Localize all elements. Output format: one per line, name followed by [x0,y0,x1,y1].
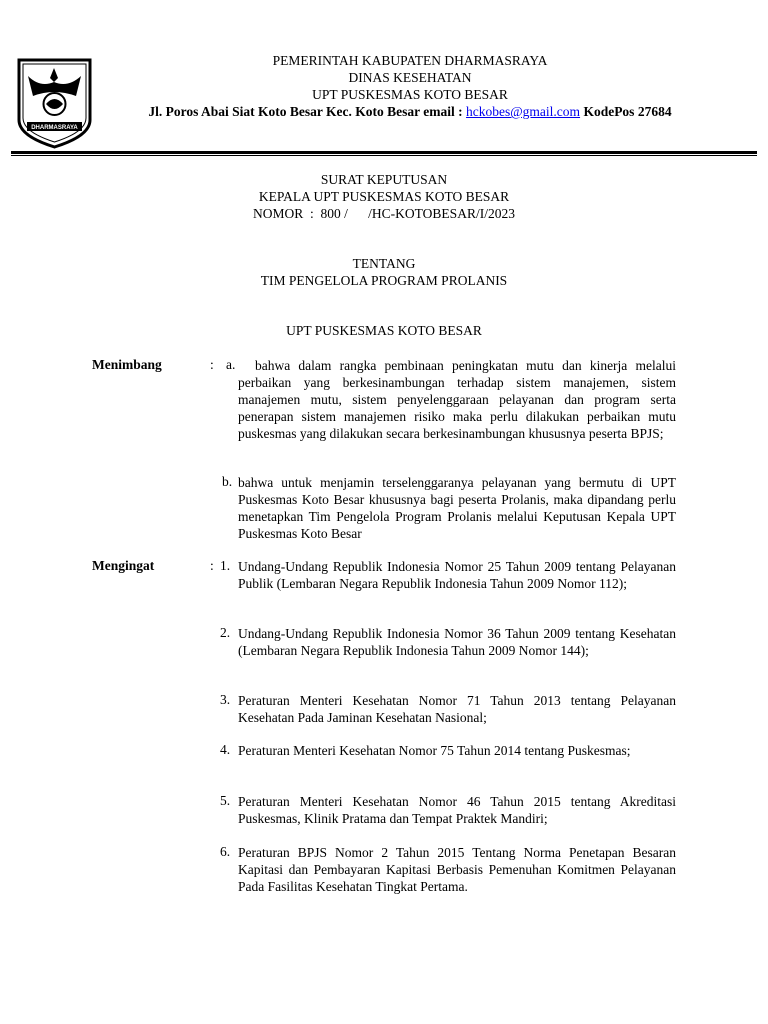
letterhead-address [100,103,720,120]
logo-text: DHARMASRAYA [31,125,78,131]
mengingat-item-4: Peraturan Menteri Kesehatan Nomor 75 Tahun 2014 tentang Puskesmas; [238,743,631,758]
letterhead-line-government: PEMERINTAH KABUPATEN DHARMASRAYA [272,53,548,68]
about-subject: TIM PENGELOLA PROGRAM PROLANIS [260,273,508,288]
letterhead-line-agency: DINAS KESEHATAN [348,70,472,85]
email-link[interactable]: hckobes@gmail.com [466,104,581,119]
mengingat-item-1-mark: 1. [220,558,231,573]
address-text: Jl. Poros Abai Siat Koto Besar Kec. Koto Besar email : [148,104,467,119]
letterhead [100,52,720,120]
menimbang-item-a: bahwa dalam rangka pembinaan peningkatan mutu dan kinerja melalui perbaikan yang berkesinambungan terhadap sistem manajemen, sistem manajemen mutu, sistem penyelenggaraan pelayanan dan program serta penerapan sistem manajemen risiko maka perlu dilakukan perbaikan mutu puskesmas yang dilakukan secara berkesinambungan khususnya peserta BPJS; [238,358,676,441]
mengingat-item-2-mark: 2. [220,625,231,640]
mengingat-item-4-mark: 4. [220,742,231,757]
mengingat-label: Mengingat [92,558,155,573]
letterhead-line-unit: UPT PUSKESMAS KOTO BESAR [312,87,508,102]
mengingat-item-6: Peraturan BPJS Nomor 2 Tahun 2015 Tentang Norma Penetapan Besaran Kapitasi dan Pembayaran Kapitasi Berbasis Pemenuhan Komitmen Pelayanan Pada Fasilitas Kesehatan Tingkat Pertama. [238,845,676,894]
mengingat-item-3: Peraturan Menteri Kesehatan Nomor 71 Tahun 2013 tentang Pelayanan Kesehatan Pada Jaminan Kesehatan Nasional; [238,693,676,725]
mengingat-colon: : [210,558,214,573]
menimbang-item-a-mark: a. [226,357,236,372]
regency-emblem-logo [16,58,93,149]
menimbang-label: Menimbang [92,357,162,372]
mengingat-item-5: Peraturan Menteri Kesehatan Nomor 46 Tahun 2015 tentang Akreditasi Puskesmas, Klinik Pratama dan Tempat Praktek Mandiri; [238,794,676,826]
postal-code: KodePos 27684 [580,104,672,119]
letterhead-rule-thin [11,155,757,156]
decree-number: NOMOR : 800 / /HC-KOTOBESAR/I/2023 [253,206,515,221]
decree-title-block [0,171,768,222]
mengingat-item-3-mark: 3. [220,692,231,707]
menimbang-item-b-mark: b. [222,474,233,489]
decree-issuer-title: KEPALA UPT PUSKESMAS KOTO BESAR [258,189,510,204]
mengingat-item-6-mark: 6. [220,844,231,859]
issuer-heading: UPT PUSKESMAS KOTO BESAR [286,323,482,338]
mengingat-item-1: Undang-Undang Republik Indonesia Nomor 25 Tahun 2009 tentang Pelayanan Publik (Lembaran Negara Republik Indonesia Tahun 2009 Nomor 112); [238,559,676,591]
decree-issuer-block [0,322,768,339]
mengingat-item-2: Undang-Undang Republik Indonesia Nomor 36 Tahun 2009 tentang Kesehatan (Lembaran Negara Republik Indonesia Tahun 2009 Nomor 144); [238,626,676,658]
mengingat-item-5-mark: 5. [220,793,231,808]
decree-subject-block [0,255,768,289]
menimbang-item-b: bahwa untuk menjamin terselenggaranya pelayanan yang bermutu di UPT Puskesmas Koto Besar khususnya bagi peserta Prolanis, maka dipandang perlu menetapkan Tim Pengelola Program Prolanis melalui Keputusan Kepala UPT Puskesmas Koto Besar [238,475,676,541]
decree-title: SURAT KEPUTUSAN [320,172,448,187]
letterhead-rule-thick [11,151,757,154]
about-label: TENTANG [352,256,416,271]
menimbang-colon: : [210,357,214,372]
